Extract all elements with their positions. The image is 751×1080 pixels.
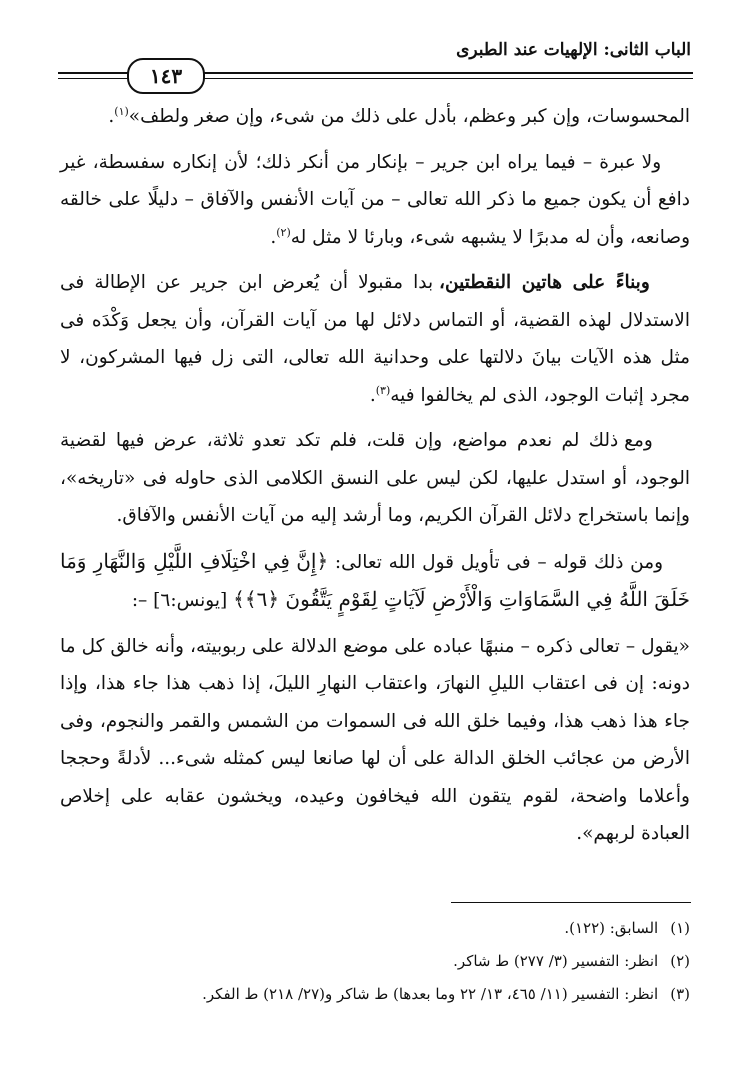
footnote-text: انظر: التفسير (٣/ ٢٧٧) ط شاكر. [453,952,659,970]
paragraph-tail: . [270,226,277,248]
paragraph-6 [60,628,690,853]
page-number: ١٤٣ [127,58,205,94]
paragraph-text: المحسوسات، وإن كبر وعظم، بأدل على ذلك من شىء، وإن صغر ولطف» [128,106,690,127]
paragraph-5 [60,543,690,620]
paragraph-3 [60,264,690,414]
paragraph-2 [60,144,690,257]
paragraph-text: ولا عبرة – فيما يراه ابن جرير – بإنكار من أنكر ذلك؛ لأن إنكاره سفسطة، غير دافع أن يكون جميع ما ذكر الله تعالى – من آيات الأنفس والآفاق – دليلًا على خالقه وصانعه، وأن له مدبرًا لا يشبهه شىء، وبارئا لا مثل له [60,151,690,248]
footnote-number: (٣) [670,985,690,1003]
footnote-text: السابق: (١٢٢). [564,919,659,937]
paragraph-1 [60,98,690,136]
main-text [60,98,690,861]
quoted-commentary: «يقول – تعالى ذكره – منبهًا عباده على موضع الدلالة على ربوبيته، وأنه خالق كل ما دونه: إن فى اعتقاب الليلِ النهارَ، واعتقاب النهارِ الليلَ، إذا ذهب هذا جاء هذا، وإذا جاء هذا ذهب هذا، وفيما خلق الله فى السموات من الشمس والقمر والنجوم، وفى الأرض من عجائب الخلق الدالة على أن لها صانعا ليس كمثله شىء... لأدلةً وحججا وأعلاما واضحة، لقوم يتقون الله فيخافون وعيده، ويخشون عقابه على إخلاص العبادة لربهم». [60,635,690,844]
paragraph-tail: . [108,106,115,127]
footnote-number: (٢) [670,952,690,970]
footnote-separator [451,902,691,903]
paragraph-tail: . [369,384,376,406]
paragraph-lead: وبناءً على هاتين النقطتين، [439,272,650,293]
paragraph-text: بدا مقبولا أن يُعرض ابن جرير عن الإطالة فى الاستدلال لهذه القضية، أو التماس دلائل لها من آيات القرآن، وأن يجعل وَكْدَه فى مثل هذه الآيات بيانَ دلالتها على وحدانية الله تعالى، التى زل فيها المشركون، لا مجرد إثبات الوجود، الذى لم يخالفوا فيه [60,272,690,406]
paragraph-text: ومع ذلك لم نعدم مواضع، وإن قلت، فلم تكد تعدو ثلاثة، عرض فيها لقضية الوجود، أو استدل عليها، لكن ليس على النسق الكلامى الذى حاوله فى «تاريخه»، وإنما باستخراج دلائل القرآن الكريم، وما أرشد إليه من آيات الأنفس والآفاق. [60,430,690,526]
paragraph-intro: ومن ذلك قوله – فى تأويل قول الله تعالى: [328,551,664,573]
footnote-2 [60,945,690,978]
footnote-ref-3: (٣) [375,383,391,397]
running-title: الباب الثانى: الإلهيات عند الطبرى [456,40,691,60]
footnote-3 [60,978,690,1011]
footnotes [60,912,690,1011]
footnote-1 [60,912,690,945]
verse-citation: [يونس:٦] –: [131,590,234,611]
page-header [0,0,751,95]
footnote-ref-2: (٢) [276,225,291,239]
paragraph-4 [60,422,690,535]
quran-verse: ﴿إِنَّ فِي اخْتِلَافِ اللَّيْلِ وَالنَّهَارِ وَمَا خَلَقَ اللَّهُ فِي السَّمَاوَاتِ وَالْأَرْضِ لَآيَاتٍ لِقَوْمٍ يَتَّقُونَ ﴿٦﴾﴾ [60,548,690,611]
footnote-number: (١) [670,919,690,937]
footnote-ref-1: (١) [114,104,129,118]
footnote-text: انظر: التفسير (١١/ ٤٦٥، ١٣/ ٢٢ وما بعدها) ط شاكر و(٢٧/ ٢١٨) ط الفكر. [202,985,659,1003]
